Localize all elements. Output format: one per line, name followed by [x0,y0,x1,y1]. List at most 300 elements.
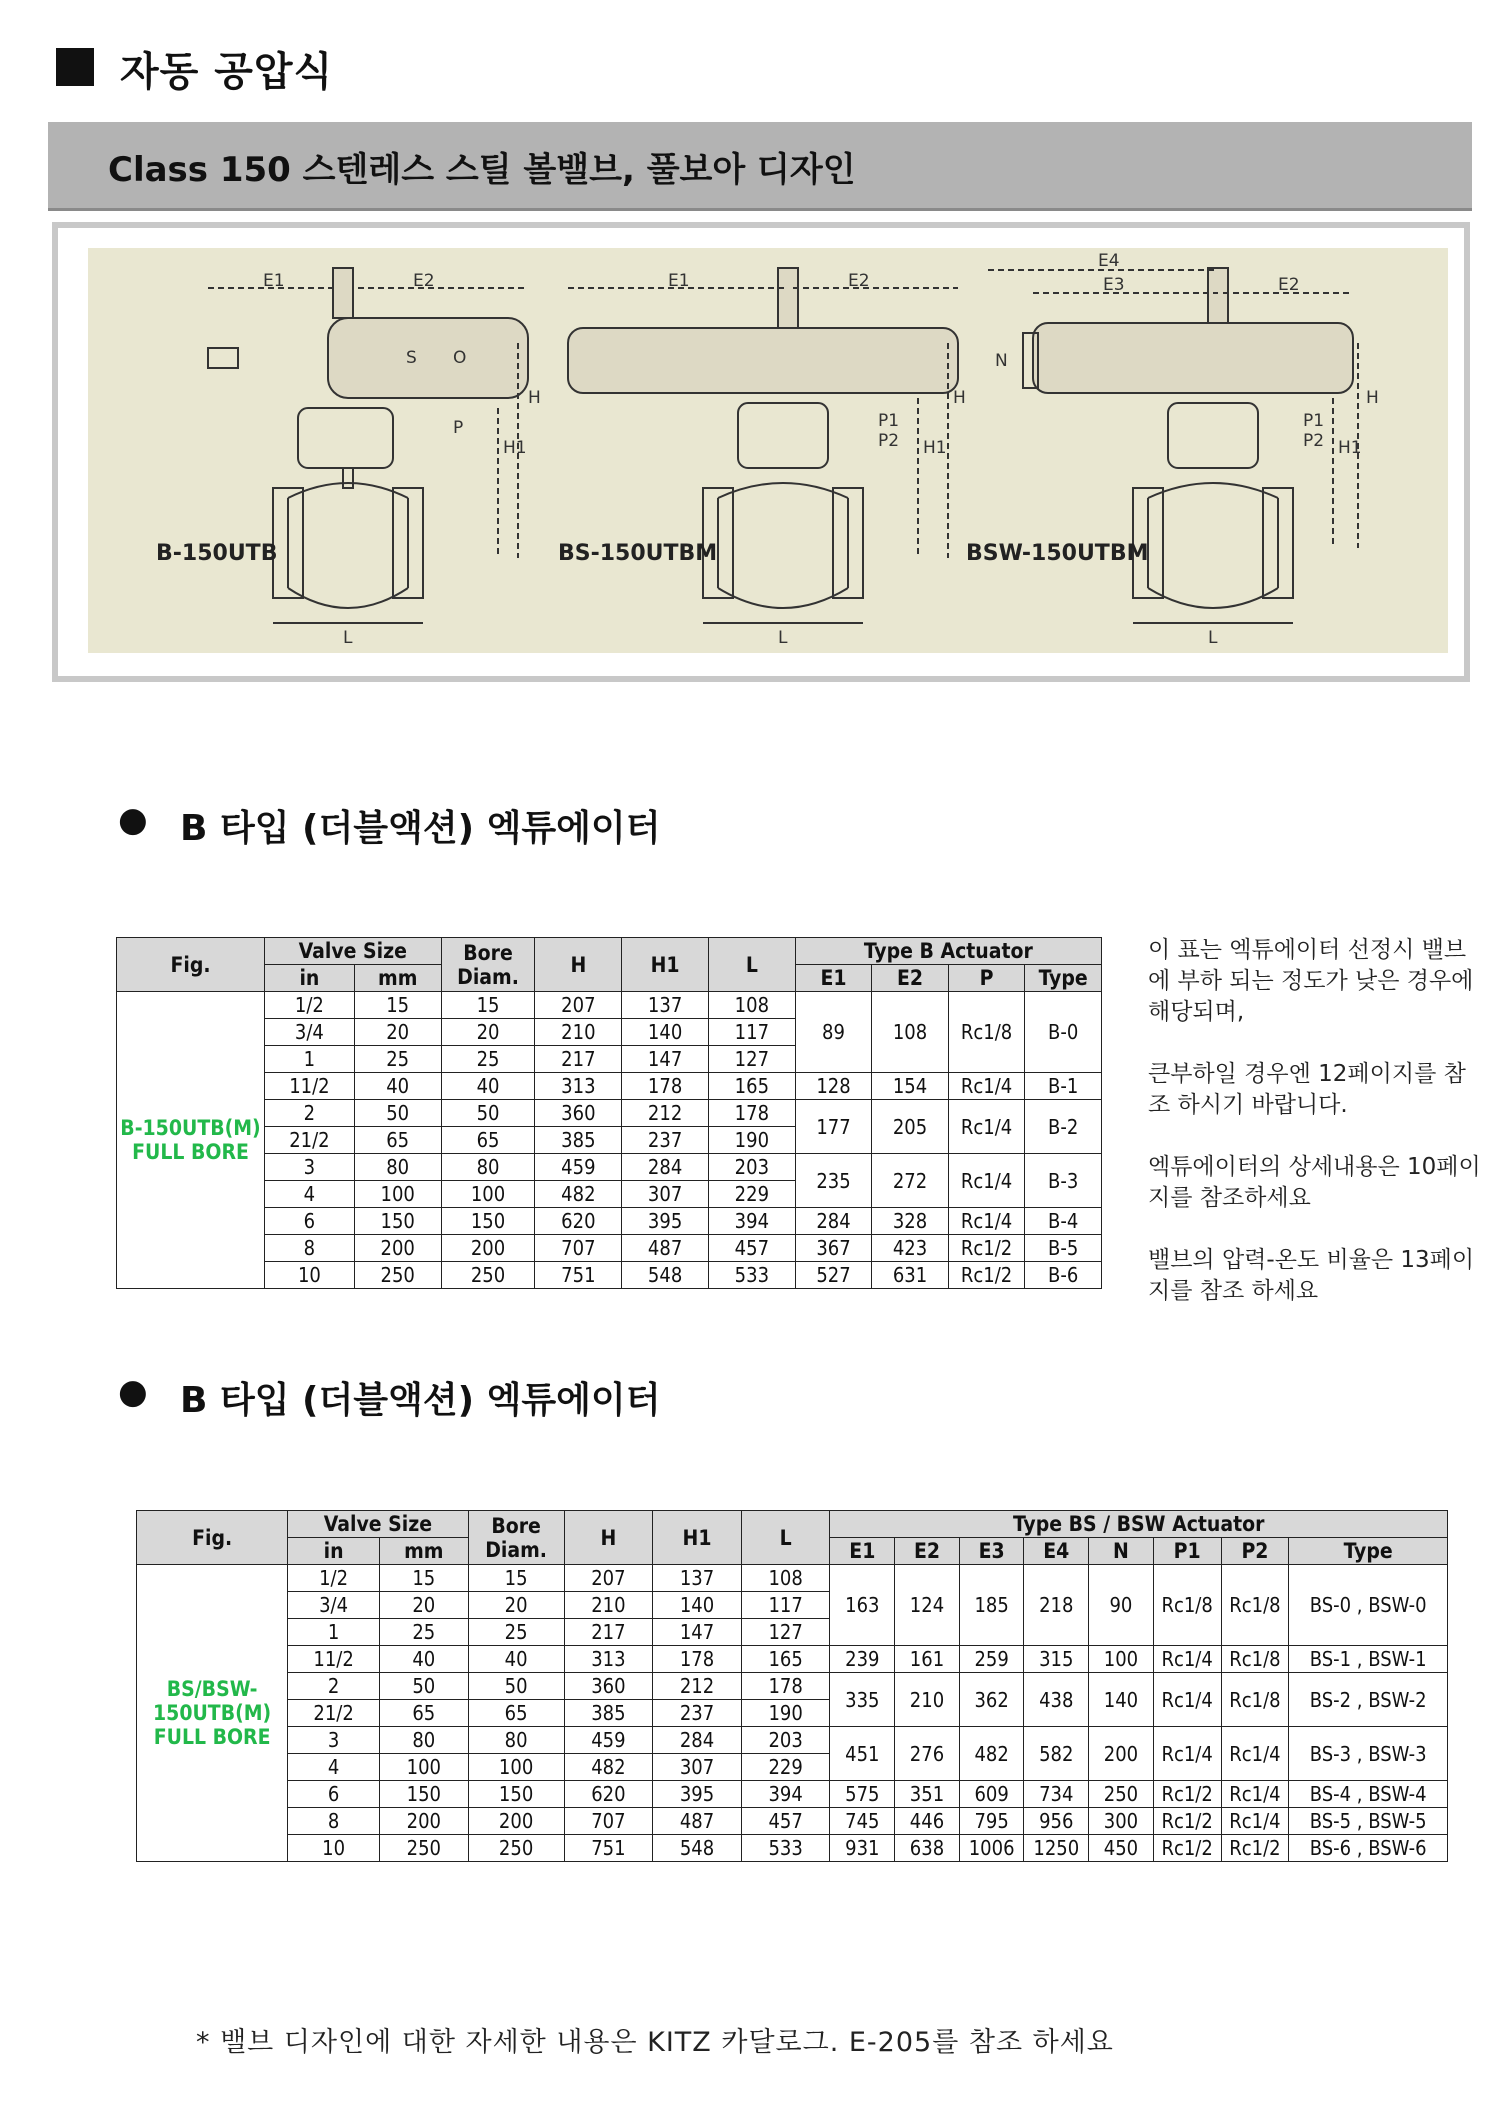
dim-label: E3 [1103,275,1125,295]
cell-l: 533 [708,1262,795,1289]
table-row [117,992,1102,1019]
cell-bore: 15 [441,992,535,1019]
cell-n: 250 [1089,1781,1154,1808]
cell-p2: Rc1/8 [1221,1646,1289,1673]
cell-l: 190 [708,1127,795,1154]
cell-mm: 15 [354,992,441,1019]
dim-label: P2 [1303,431,1325,451]
cell-bore: 50 [468,1673,564,1700]
col-header-mm: mm [379,1538,468,1565]
cell-e4: 956 [1024,1808,1089,1835]
cell-mm: 50 [379,1673,468,1700]
cell-p1: Rc1/8 [1153,1565,1221,1646]
table-row [117,1154,1102,1181]
cell-h: 459 [564,1727,653,1754]
cell-mm: 100 [354,1181,441,1208]
cell-type: B-3 [1025,1154,1102,1208]
table-header-row [137,1511,1448,1538]
cell-bore: 200 [441,1235,535,1262]
cell-h1: 212 [622,1100,709,1127]
cell-h1: 147 [653,1619,742,1646]
cell-l: 108 [741,1565,830,1592]
cell-mm: 15 [379,1565,468,1592]
col-header-bore [468,1511,564,1565]
dim-label: S [406,348,417,368]
cell-in: 4 [265,1181,355,1208]
cell-in: 1/2 [288,1565,380,1592]
cell-in: 3/4 [265,1019,355,1046]
cell-bore: 50 [441,1100,535,1127]
cell-in: 3/4 [288,1592,380,1619]
cell-mm: 25 [379,1619,468,1646]
cell-mm: 65 [354,1127,441,1154]
cell-type: BS-2 , BSW-2 [1289,1673,1448,1727]
cell-in: 10 [288,1835,380,1862]
cell-e3: 795 [959,1808,1024,1835]
cell-p: Rc1/4 [948,1100,1025,1154]
col-header-valve-size: Valve Size [265,938,442,965]
cell-e2: 446 [895,1808,960,1835]
fig-label [117,992,265,1289]
dim-label: L [343,628,353,648]
cell-l: 190 [741,1700,830,1727]
cell-bore: 65 [468,1700,564,1727]
model-label-b150utb: B-150UTB [156,541,278,566]
cell-e3: 259 [959,1646,1024,1673]
col-header-in: in [288,1538,380,1565]
cell-h: 360 [535,1100,622,1127]
col-header-in: in [265,965,355,992]
table-row [137,1646,1448,1673]
cell-l: 108 [708,992,795,1019]
col-header-h: H [564,1511,653,1565]
col-header-l: L [741,1511,830,1565]
cell-in: 1 [288,1619,380,1646]
cell-in: 4 [288,1754,380,1781]
dim-label: O [453,348,467,368]
col-header-l: L [708,938,795,992]
fig-label-line: FULL BORE [153,1725,271,1749]
table-row [117,1208,1102,1235]
col-header-p1: P1 [1153,1538,1221,1565]
dim-label: H1 [923,438,947,458]
cell-l: 394 [741,1781,830,1808]
bore-label: Bore [463,940,513,965]
cell-h: 210 [564,1592,653,1619]
cell-type: B-6 [1025,1262,1102,1289]
cell-e1: 239 [830,1646,895,1673]
fig-label-line: 150UTB(M) [153,1701,272,1725]
dim-label: E1 [668,271,690,291]
heading-square-icon [56,48,94,86]
cell-in: 21/2 [288,1700,380,1727]
cell-mm: 80 [354,1154,441,1181]
cell-h1: 307 [653,1754,742,1781]
cell-n: 90 [1089,1565,1154,1646]
cell-mm: 65 [379,1700,468,1727]
cell-bore: 150 [468,1781,564,1808]
cell-in: 8 [288,1808,380,1835]
fig-label-line: B-150UTB(M) [120,1116,261,1140]
cell-n: 300 [1089,1808,1154,1835]
bullet-icon: ● [118,1372,148,1412]
note-paragraph: 밸브의 압력-온도 비율은 13페이지를 참조 하세요 [1148,1247,1475,1304]
col-header-h1: H1 [653,1511,742,1565]
cell-l: 178 [741,1673,830,1700]
col-header-valve-size: Valve Size [288,1511,468,1538]
b-actuator-table [116,937,1102,1289]
cell-e3: 362 [959,1673,1024,1727]
cell-bore: 20 [441,1019,535,1046]
cell-e2: 631 [872,1262,949,1289]
cell-e1: 284 [795,1208,872,1235]
note-paragraph: 큰부하일 경우엔 12페이지를 참조 하시기 바랍니다. [1148,1061,1466,1118]
table-row [137,1727,1448,1754]
cell-e4: 218 [1024,1565,1089,1646]
col-header-type: Type [1289,1538,1448,1565]
cell-e4: 582 [1024,1727,1089,1781]
cell-e2: 272 [872,1154,949,1208]
cell-mm: 150 [379,1781,468,1808]
col-header-p2: P2 [1221,1538,1289,1565]
col-header-type: Type [1025,965,1102,992]
cell-h1: 140 [622,1019,709,1046]
cell-e4: 734 [1024,1781,1089,1808]
table-row [137,1835,1448,1862]
cell-type: BS-6 , BSW-6 [1289,1835,1448,1862]
cell-h1: 548 [653,1835,742,1862]
cell-h1: 237 [653,1700,742,1727]
cell-e1: 335 [830,1673,895,1727]
bs-bsw-actuator-table [136,1510,1448,1862]
cell-e1: 163 [830,1565,895,1646]
cell-in: 8 [265,1235,355,1262]
col-header-bore [441,938,535,992]
table-row [137,1781,1448,1808]
cell-e1: 745 [830,1808,895,1835]
cell-l: 457 [741,1808,830,1835]
table-header-row [117,938,1102,965]
cell-p1: Rc1/2 [1153,1781,1221,1808]
cell-p1: Rc1/2 [1153,1835,1221,1862]
cell-e1: 235 [795,1154,872,1208]
cell-type: BS-3 , BSW-3 [1289,1727,1448,1781]
cell-type: B-1 [1025,1073,1102,1100]
cell-bore: 80 [441,1154,535,1181]
cell-in: 11/2 [265,1073,355,1100]
cell-e1: 575 [830,1781,895,1808]
cell-e2: 638 [895,1835,960,1862]
cell-h1: 284 [622,1154,709,1181]
cell-e2: 205 [872,1100,949,1154]
cell-e2: 210 [895,1673,960,1727]
diam-label: Diam. [485,1537,547,1562]
cell-p: Rc1/4 [948,1073,1025,1100]
cell-mm: 80 [379,1727,468,1754]
cell-l: 178 [708,1100,795,1127]
cell-bore: 15 [468,1565,564,1592]
cell-e2: 351 [895,1781,960,1808]
cell-h: 207 [564,1565,653,1592]
cell-l: 203 [741,1727,830,1754]
cell-in: 3 [288,1727,380,1754]
cell-bore: 100 [441,1181,535,1208]
cell-mm: 250 [354,1262,441,1289]
cell-p1: Rc1/4 [1153,1673,1221,1727]
section2-title: B 타입 (더블액션) 엑튜에이터 [180,1380,661,1421]
cell-n: 200 [1089,1727,1154,1781]
cell-l: 229 [708,1181,795,1208]
col-header-e1: E1 [830,1538,895,1565]
col-header-fig: Fig. [137,1511,288,1565]
dim-label: H1 [503,438,527,458]
diam-label: Diam. [457,964,519,989]
cell-l: 165 [741,1646,830,1673]
col-header-e1: E1 [795,965,872,992]
cell-e2: 124 [895,1565,960,1646]
note-paragraph: 엑튜에이터의 상세내용은 10페이지를 참조하세요 [1148,1154,1481,1211]
cell-h1: 487 [622,1235,709,1262]
cell-in: 2 [265,1100,355,1127]
cell-mm: 100 [379,1754,468,1781]
cell-e3: 185 [959,1565,1024,1646]
cell-bore: 150 [441,1208,535,1235]
col-header-e2: E2 [872,965,949,992]
cell-h1: 284 [653,1727,742,1754]
cell-l: 394 [708,1208,795,1235]
cell-type: BS-1 , BSW-1 [1289,1646,1448,1673]
cell-e4: 315 [1024,1646,1089,1673]
cell-bore: 25 [468,1619,564,1646]
cell-bore: 40 [441,1073,535,1100]
col-header-n: N [1089,1538,1154,1565]
col-header-actuator: Type B Actuator [795,938,1101,965]
cell-e1: 451 [830,1727,895,1781]
dim-label: L [778,628,788,648]
table-row [117,1073,1102,1100]
dim-label: H [953,388,966,408]
cell-h: 751 [564,1835,653,1862]
cell-in: 6 [288,1781,380,1808]
fig-label [137,1565,288,1862]
cell-in: 11/2 [288,1646,380,1673]
dim-label: E1 [263,271,285,291]
col-header-e2: E2 [895,1538,960,1565]
cell-h1: 178 [653,1646,742,1673]
valve-diagram [88,248,1448,653]
cell-type: B-2 [1025,1100,1102,1154]
cell-bore: 250 [468,1835,564,1862]
cell-p2: Rc1/2 [1221,1835,1289,1862]
dim-label: E2 [848,271,870,291]
cell-p1: Rc1/4 [1153,1727,1221,1781]
cell-h1: 395 [653,1781,742,1808]
cell-l: 117 [708,1019,795,1046]
cell-bore: 40 [468,1646,564,1673]
dim-label: P [453,418,464,438]
cell-h: 707 [564,1808,653,1835]
cell-p2: Rc1/4 [1221,1781,1289,1808]
cell-mm: 200 [354,1235,441,1262]
cell-mm: 150 [354,1208,441,1235]
cell-e1: 128 [795,1073,872,1100]
cell-in: 3 [265,1154,355,1181]
cell-h1: 548 [622,1262,709,1289]
cell-h: 459 [535,1154,622,1181]
cell-h1: 395 [622,1208,709,1235]
cell-e2: 276 [895,1727,960,1781]
cell-l: 165 [708,1073,795,1100]
cell-e3: 609 [959,1781,1024,1808]
cell-h: 217 [564,1619,653,1646]
cell-h1: 178 [622,1073,709,1100]
cell-mm: 20 [379,1592,468,1619]
banner-title: Class 150 스텐레스 스틸 볼밸브, 풀보아 디자인 [108,150,856,190]
cell-h: 207 [535,992,622,1019]
cell-h1: 140 [653,1592,742,1619]
cell-e1: 367 [795,1235,872,1262]
table-row [137,1565,1448,1592]
cell-l: 457 [708,1235,795,1262]
cell-l: 203 [708,1154,795,1181]
cell-type: BS-0 , BSW-0 [1289,1565,1448,1646]
col-header-e3: E3 [959,1538,1024,1565]
cell-l: 127 [708,1046,795,1073]
cell-h: 482 [535,1181,622,1208]
cell-in: 6 [265,1208,355,1235]
model-label-bsw150utbm: BSW-150UTBM [966,541,1149,566]
cell-h1: 237 [622,1127,709,1154]
cell-e4: 438 [1024,1673,1089,1727]
cell-h: 751 [535,1262,622,1289]
cell-in: 10 [265,1262,355,1289]
cell-e2: 328 [872,1208,949,1235]
page-title: 자동 공압식 [120,49,334,95]
selection-notes [1148,935,1488,1338]
cell-n: 140 [1089,1673,1154,1727]
table-row [117,1235,1102,1262]
cell-p: Rc1/2 [948,1235,1025,1262]
dim-label: P1 [1303,411,1325,431]
model-label-bs150utbm: BS-150UTBM [558,541,718,566]
table-row [117,1100,1102,1127]
bore-label: Bore [491,1513,541,1538]
cell-type: BS-4 , BSW-4 [1289,1781,1448,1808]
cell-h1: 307 [622,1181,709,1208]
fig-label-line: FULL BORE [132,1140,249,1164]
cell-in: 1 [265,1046,355,1073]
cell-in: 1/2 [265,992,355,1019]
dim-label: H [528,388,541,408]
cell-in: 2 [288,1673,380,1700]
cell-mm: 40 [354,1073,441,1100]
dim-label: H [1366,388,1379,408]
cell-mm: 25 [354,1046,441,1073]
cell-mm: 50 [354,1100,441,1127]
cell-p1: Rc1/4 [1153,1646,1221,1673]
col-header-h: H [535,938,622,992]
col-header-h1: H1 [622,938,709,992]
dim-label: E4 [1098,251,1120,271]
cell-h: 707 [535,1235,622,1262]
cell-h1: 212 [653,1673,742,1700]
cell-e3: 482 [959,1727,1024,1781]
cell-mm: 20 [354,1019,441,1046]
valve-drawing [88,248,1448,653]
cell-h1: 137 [653,1565,742,1592]
cell-h: 385 [535,1127,622,1154]
cell-n: 450 [1089,1835,1154,1862]
cell-h: 360 [564,1673,653,1700]
cell-bore: 25 [441,1046,535,1073]
cell-h1: 147 [622,1046,709,1073]
cell-p2: Rc1/4 [1221,1808,1289,1835]
cell-bore: 250 [441,1262,535,1289]
dim-label: P2 [878,431,900,451]
note-paragraph: 이 표는 엑튜에이터 선정시 밸브에 부하 되는 정도가 낮은 경우에 해당되며, [1148,937,1474,1025]
cell-bore: 100 [468,1754,564,1781]
cell-type: B-4 [1025,1208,1102,1235]
cell-mm: 200 [379,1808,468,1835]
cell-type: BS-5 , BSW-5 [1289,1808,1448,1835]
cell-e2: 161 [895,1646,960,1673]
dim-label: E2 [413,271,435,291]
dim-label: L [1208,628,1218,648]
cell-p: Rc1/4 [948,1154,1025,1208]
cell-h: 313 [535,1073,622,1100]
cell-bore: 65 [441,1127,535,1154]
cell-h: 313 [564,1646,653,1673]
cell-h: 620 [564,1781,653,1808]
cell-e3: 1006 [959,1835,1024,1862]
cell-l: 533 [741,1835,830,1862]
cell-bore: 200 [468,1808,564,1835]
footer-note: * 밸브 디자인에 대한 자세한 내용은 KITZ 카달로그. E-205를 참조 하세요 [196,2027,1114,2058]
col-header-e4: E4 [1024,1538,1089,1565]
cell-l: 229 [741,1754,830,1781]
cell-p2: Rc1/8 [1221,1673,1289,1727]
cell-in: 21/2 [265,1127,355,1154]
dim-label: N [995,351,1008,371]
cell-h: 482 [564,1754,653,1781]
cell-e1: 89 [795,992,872,1073]
cell-mm: 40 [379,1646,468,1673]
cell-e2: 108 [872,992,949,1073]
cell-l: 127 [741,1619,830,1646]
cell-h: 385 [564,1700,653,1727]
col-header-mm: mm [354,965,441,992]
cell-p: Rc1/2 [948,1262,1025,1289]
table-row [117,1262,1102,1289]
cell-h1: 137 [622,992,709,1019]
col-header-actuator: Type BS / BSW Actuator [830,1511,1448,1538]
dim-label: P1 [878,411,900,431]
col-header-fig: Fig. [117,938,265,992]
bullet-icon: ● [118,800,148,840]
cell-l: 117 [741,1592,830,1619]
cell-p: Rc1/8 [948,992,1025,1073]
dim-label: H1 [1338,438,1362,458]
cell-bore: 20 [468,1592,564,1619]
cell-e1: 931 [830,1835,895,1862]
dim-label: E2 [1278,275,1300,295]
cell-h: 620 [535,1208,622,1235]
cell-p2: Rc1/4 [1221,1727,1289,1781]
cell-h1: 487 [653,1808,742,1835]
cell-type: B-0 [1025,992,1102,1073]
cell-e1: 177 [795,1100,872,1154]
cell-type: B-5 [1025,1235,1102,1262]
